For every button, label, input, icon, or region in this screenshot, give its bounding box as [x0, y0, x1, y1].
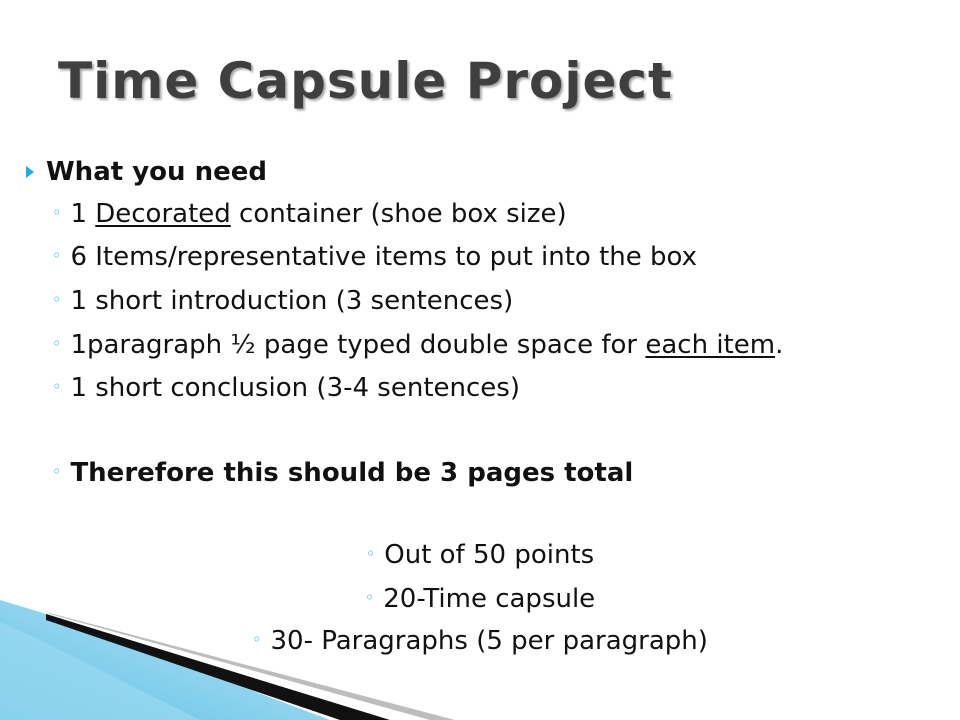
list-item-paragraph [52, 328, 783, 361]
grading-paragraphs [0, 624, 960, 657]
introduction-text: 1 short introduction (3 sentences) [70, 286, 514, 316]
section-heading: What you need [46, 157, 267, 187]
circle-bullet-icon: ◦ [364, 588, 375, 607]
items-text: 6 Items/representative items to put into the box [70, 242, 698, 272]
container-prefix: 1 [70, 199, 96, 229]
circle-bullet-icon: ◦ [52, 290, 62, 309]
circle-bullet-icon: ◦ [52, 203, 62, 222]
points-text: Out of 50 points [384, 540, 595, 570]
list-item-total [52, 456, 633, 489]
container-emphasis: Decorated [95, 199, 231, 229]
total-text: Therefore this should be 3 pages total [70, 458, 634, 488]
container-suffix: container (shoe box size) [230, 199, 567, 229]
circle-bullet-icon: ◦ [52, 246, 62, 265]
list-item-introduction [52, 284, 513, 317]
list-item-container [52, 197, 567, 230]
slide-title: Time Capsule Project [58, 52, 673, 110]
circle-bullet-icon: ◦ [365, 544, 376, 563]
list-item-items [52, 240, 697, 273]
arrow-bullet-icon [26, 166, 34, 178]
grading-points [0, 538, 960, 571]
paragraphs-text: 30- Paragraphs (5 per paragraph) [270, 626, 708, 656]
circle-bullet-icon: ◦ [52, 462, 62, 481]
circle-bullet-icon: ◦ [252, 630, 262, 649]
circle-bullet-icon: ◦ [52, 377, 62, 396]
paragraph-prefix: 1paragraph ½ page typed double space for [70, 330, 646, 360]
paragraph-suffix: . [775, 330, 784, 360]
list-item-conclusion [52, 371, 520, 404]
circle-bullet-icon: ◦ [52, 334, 62, 353]
grading-capsule [0, 582, 960, 615]
conclusion-text: 1 short conclusion (3-4 sentences) [70, 373, 520, 403]
paragraph-emphasis: each item [645, 330, 776, 360]
capsule-text: 20-Time capsule [383, 584, 596, 614]
